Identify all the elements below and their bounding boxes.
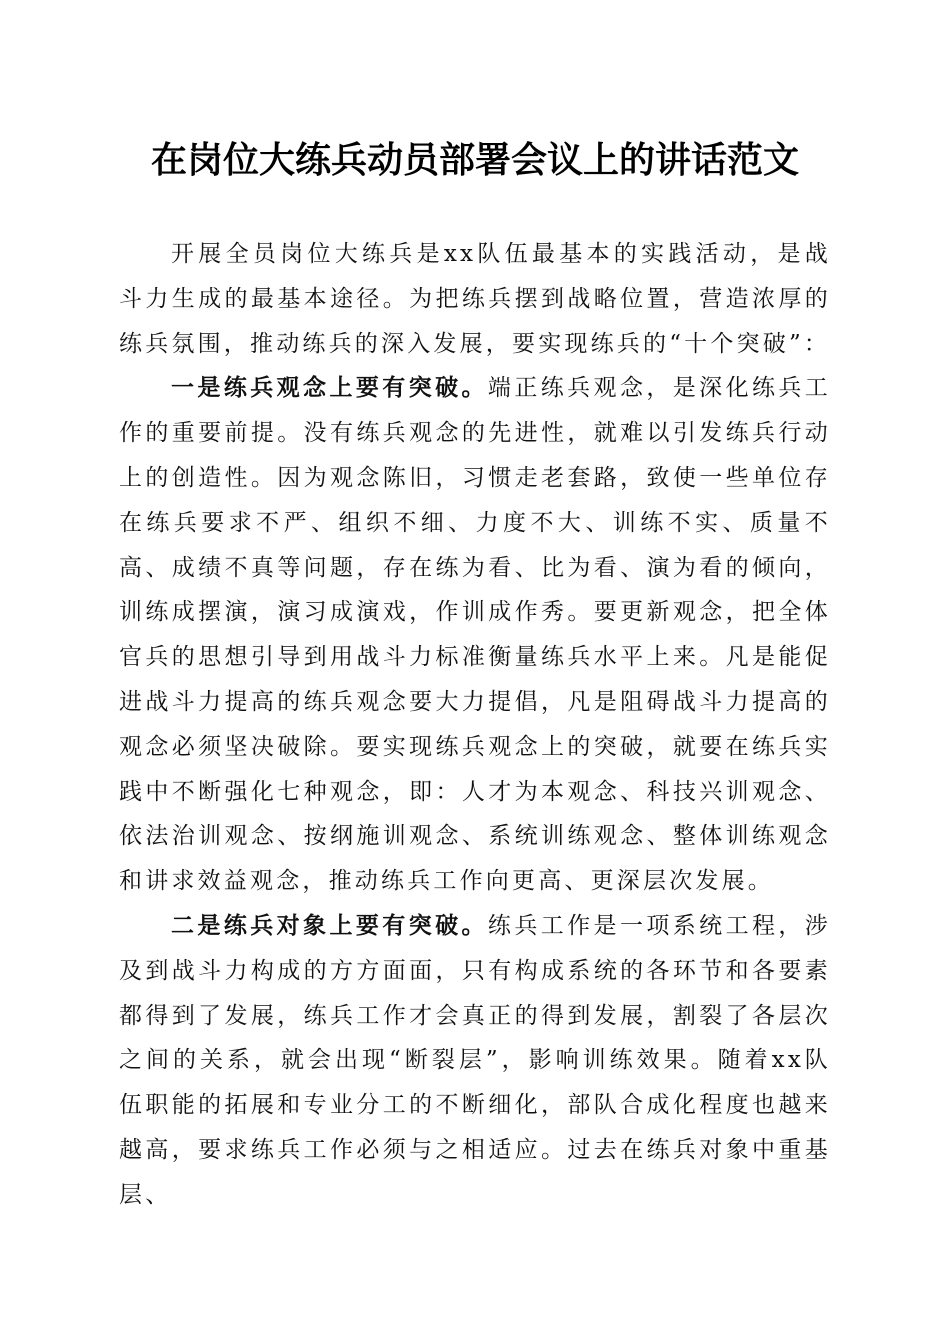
paragraph-lead: 二是练兵对象上要有突破。 [171, 911, 488, 939]
paragraph-point-one [119, 366, 831, 904]
paragraph-intro [119, 232, 831, 366]
paragraph-text: 端正练兵观念，是深化练兵工作的重要前提。没有练兵观念的先进性，就难以引发练兵行动上的创造性。因为观念陈旧，习惯走老套路，致使一些单位存在练兵要求不严、组织不细、力度不大、训练不实、质量不高、成绩不真等问题，存在练为看、比为看、演为看的倾向，训练成摆演，演习成演戏，作训成作秀。要更新观念，把全体官兵的思想引导到用战斗力标准衡量练兵水平上来。凡是能促进战斗力提高的练兵观念要大力提倡，凡是阻碍战斗力提高的观念必须坚决破除。要实现练兵观念上的突破，就要在练兵实践中不断强化七种观念，即：人才为本观念、科技兴训观念、依法治训观念、按纲施训观念、系统训练观念、整体训练观念和讲求效益观念，推动练兵工作向更高、更深层次发展。 [119, 375, 831, 895]
paragraph-text: 开展全员岗位大练兵是xx队伍最基本的实践活动，是战斗力生成的最基本途径。为把练兵摆到战略位置，营造浓厚的练兵氛围，推动练兵的深入发展，要实现练兵的“十个突破”： [119, 241, 831, 357]
document-body [119, 232, 831, 1218]
document-title: 在岗位大练兵动员部署会议上的讲话范文 [150, 139, 799, 181]
paragraph-lead: 一是练兵观念上要有突破。 [171, 374, 488, 402]
paragraph-text: 练兵工作是一项系统工程，涉及到战斗力构成的方方面面，只有构成系统的各环节和各要素都得到了发展，练兵工作才会真正的得到发展，割裂了各层次之间的关系，就会出现“断裂层”，影响训练效果。随着xx队伍职能的拓展和专业分工的不断细化，部队合成化程度也越来越高，要求练兵工作必须与之相适应。过去在练兵对象中重基层、 [119, 912, 831, 1208]
paragraph-point-two [119, 904, 831, 1218]
